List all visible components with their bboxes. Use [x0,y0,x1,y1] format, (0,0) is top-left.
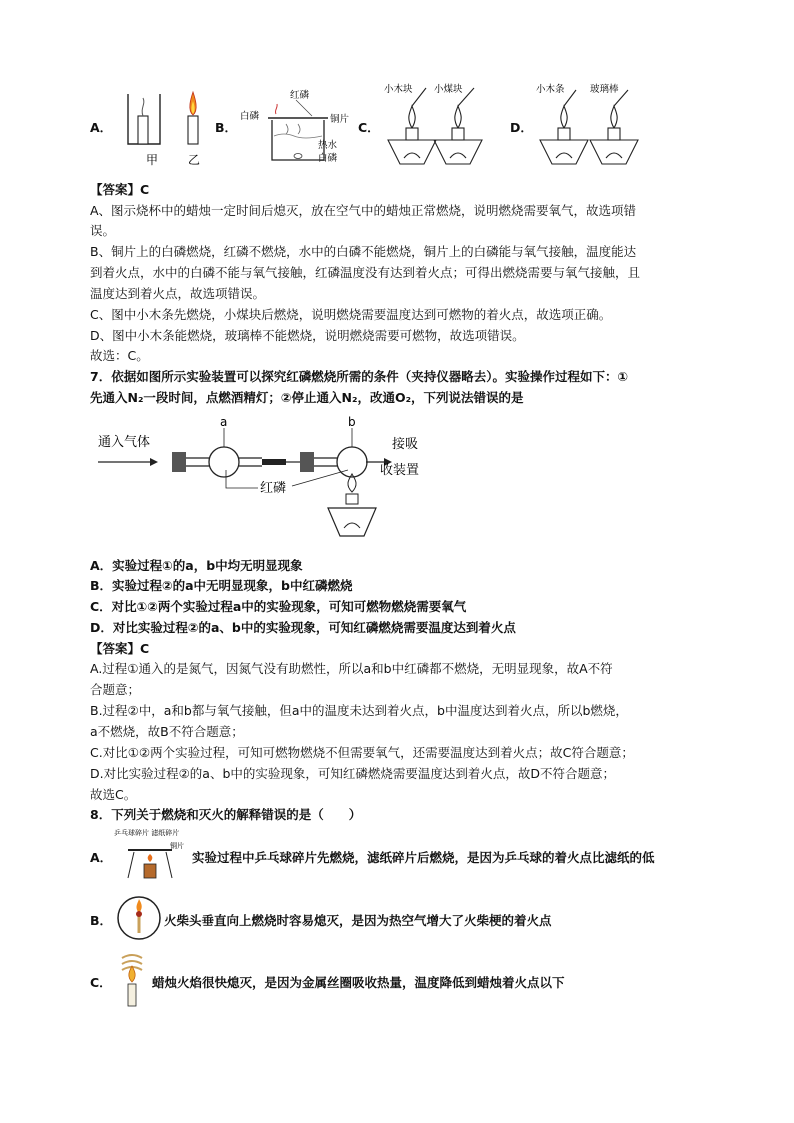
q7-explain-line: B.过程②中，a和b都与氧气接触，但a中的温度未达到着火点，b中温度达到着火点，所以b燃烧， [90,703,628,718]
fig-c-coal: 小煤块 [434,84,463,95]
q7-option-d: D．对比实验过程②的a、b中的实验现象，可知红磷燃烧需要温度达到着火点 [90,620,516,635]
q7-stem: 7．依据如图所示实验装置可以探究红磷燃烧所需的条件（夹持仪器略去）。实验操作过程如下：① [90,369,629,384]
fig-a-yi: 乙 [188,153,201,167]
fig-red-p-label: 红磷 [260,481,287,496]
q7-answer: 【答案】C [90,641,150,656]
q6-option-c-label: C． [358,120,380,135]
fig-b-red-p: 红磷 [290,90,310,101]
q6-explain-line: 到着火点，水中的白磷不能与氧气接触，红磷温度没有达到着火点；可得出燃烧需要与氧气接触，且 [90,265,641,280]
q7-explain-line: A.过程①通入的是氮气，因氮气没有助燃性，所以a和b中红磷都不燃烧，无明显现象，故A不符 [90,661,613,676]
q7-explain-line: 故选C。 [90,787,137,802]
q8-stem: 8．下列关于燃烧和灭火的解释错误的是（ ） [90,807,362,822]
fig-c-wood: 小木块 [384,84,413,95]
q6-explain-line: B、铜片上的白磷燃烧，红磷不燃烧，水中的白磷不能燃烧，铜片上的白磷能与氧气接触，温度能达 [90,244,637,259]
q6-explain-line: C、图中小木条先燃烧，小煤块后燃烧，说明燃烧需要温度达到可燃物的着火点，故选项正确。 [90,307,612,322]
fig-receive-label-2: 收装置 [380,463,420,478]
q6-figure-b [238,86,363,166]
q8-option-a-label: A． [90,850,113,865]
fig-copper-label: 铜片 [170,842,184,850]
q8-figure-a [112,826,192,884]
fig-receive-label-1: 接吸 [392,437,419,452]
q6-answer: 【答案】C [90,182,150,197]
q8-option-c-text: 蜡烛火焰很快熄灭，是因为金属丝圈吸收热量，温度降低到蜡烛着火点以下 [152,975,565,990]
fig-inlet-label: 通入气体 [98,435,151,450]
q7-option-b: B．实验过程②的a中无明显现象，b中红磷燃烧 [90,578,353,593]
q6-option-a-label: A． [90,120,113,135]
fig-d-glass: 玻璃棒 [590,84,619,95]
q6-option-d-label: D． [510,120,533,135]
q7-stem: 先通入N₂一段时间，点燃酒精灯；②停止通入N₂，改通O₂，下列说法错误的是 [90,390,524,405]
q7-explain-line: a不燃烧，故B不符合题意； [90,724,244,739]
q6-figure-c [380,80,485,168]
q6-explain-line: 温度达到着火点，故选项错误。 [90,286,266,301]
q7-figure-apparatus [92,412,452,552]
fig-ping-label: 乒乓球碎片 滤纸碎片 [114,829,180,837]
q6-option-b-label: B． [215,120,238,135]
q8-option-a-text: 实验过程中乒乓球碎片先燃烧，滤纸碎片后燃烧，是因为乒乓球的着火点比滤纸的低 [192,850,655,865]
q7-option-a: A．实验过程①的a，b中均无明显现象 [90,558,303,573]
fig-a-jia: 甲 [146,153,159,167]
fig-b-copper: 铜片 [330,114,350,125]
q7-explain-line: C.对比①②两个实验过程，可知可燃物燃烧不但需要氧气，还需要温度达到着火点；故C符合题意； [90,745,634,760]
q8-option-b-text: 火柴头垂直向上燃烧时容易熄灭，是因为热空气增大了火柴梗的着火点 [164,913,552,928]
fig-b-white-p2: 白磷 [318,153,338,164]
fig-d-stick: 小木条 [536,84,565,95]
q7-option-c: C．对比①②两个实验过程a中的实验现象，可知可燃物燃烧需要氧气 [90,599,467,614]
q6-explain-line: 故选：C。 [90,348,149,363]
q8-option-b-label: B． [90,913,113,928]
q7-explain-line: D.对比实验过程②的a、b中的实验现象，可知红磷燃烧需要温度达到着火点，故D不符合题意； [90,766,616,781]
q6-explain-line: D、图中小木条能燃烧，玻璃棒不能燃烧，说明燃烧需要可燃物，故选项错误。 [90,328,525,343]
q6-explain-line: 误。 [90,223,116,238]
fig-b-white-p: 白磷 [240,111,260,122]
q6-figure-a [118,86,210,168]
q8-figure-b [116,895,162,941]
q8-figure-c [116,950,150,1010]
q7-explain-line: 合题意； [90,682,141,697]
q6-figure-d [532,80,644,168]
fig-a-label: a [220,415,228,429]
q6-explain-line: A、图示烧杯中的蜡烛一定时间后熄灭，放在空气中的蜡烛正常燃烧，说明燃烧需要氧气，故选项错 [90,203,637,218]
q8-option-c-label: C． [90,975,112,990]
fig-b-hot-water: 热水 [318,140,338,151]
fig-b-label: b [348,415,356,429]
